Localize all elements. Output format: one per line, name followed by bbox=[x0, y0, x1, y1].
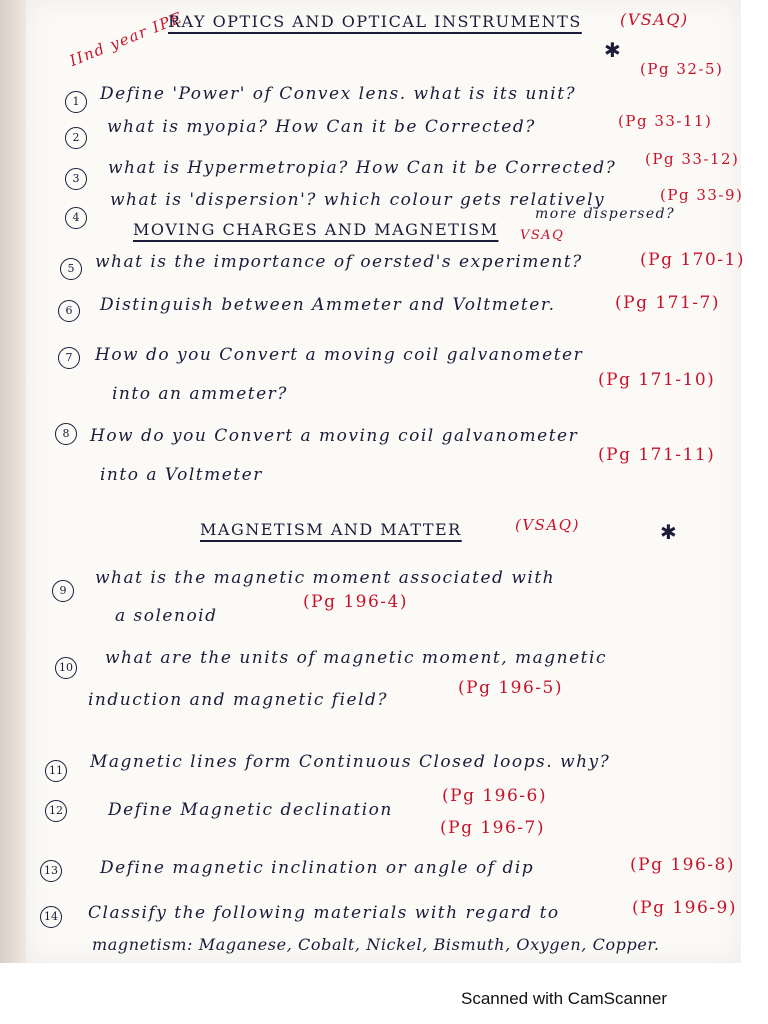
question-number: 14 bbox=[40, 906, 62, 928]
question-text: what is the magnetic moment associated with bbox=[95, 568, 556, 588]
question-text-continued: into an ammeter? bbox=[112, 384, 288, 404]
page-reference: (Pg 33-12) bbox=[645, 150, 740, 168]
section-tag: VSAQ bbox=[520, 228, 565, 243]
page-reference: (Pg 33-11) bbox=[618, 112, 713, 130]
question-text: Define magnetic inclination or angle of dip bbox=[100, 858, 535, 878]
page-reference: (Pg 196-4) bbox=[303, 592, 408, 612]
section-tag: (VSAQ) bbox=[515, 516, 580, 534]
page-reference: (Pg 196-7) bbox=[440, 818, 545, 838]
question-text: what is myopia? How Can it be Corrected? bbox=[107, 117, 536, 137]
question-text: Classify the following materials with regard to bbox=[88, 903, 560, 923]
question-number: 1 bbox=[65, 91, 87, 113]
question-number: 10 bbox=[55, 657, 77, 679]
question-number: 4 bbox=[65, 207, 87, 229]
question-number: 3 bbox=[65, 168, 87, 190]
page-reference: (Pg 171-10) bbox=[598, 370, 716, 390]
question-text-continued: into a Voltmeter bbox=[100, 465, 263, 485]
title-tag: (VSAQ) bbox=[620, 10, 689, 29]
question-text: Distinguish between Ammeter and Voltmeter. bbox=[100, 295, 556, 315]
section-heading: MOVING CHARGES AND MAGNETISM bbox=[133, 220, 499, 239]
question-number: 9 bbox=[52, 580, 74, 602]
page-reference: (Pg 196-5) bbox=[458, 678, 563, 698]
page-reference: (Pg 196-6) bbox=[442, 786, 547, 806]
page-reference: (Pg 196-8) bbox=[630, 855, 735, 875]
question-number: 7 bbox=[58, 347, 80, 369]
question-text-continued: magnetism: Maganese, Cobalt, Nickel, Bismuth, Oxygen, Copper. bbox=[92, 935, 660, 954]
question-text-continued: a solenoid bbox=[115, 606, 218, 626]
question-text: what is Hypermetropia? How Can it be Corrected? bbox=[108, 158, 617, 178]
question-text-continued: more dispersed? bbox=[535, 206, 676, 222]
question-number: 5 bbox=[60, 258, 82, 280]
question-text: what are the units of magnetic moment, magnetic bbox=[105, 648, 607, 668]
star-icon: ✱ bbox=[660, 520, 677, 544]
star-icon: ✱ bbox=[604, 38, 621, 62]
page-reference: (Pg 32-5) bbox=[640, 60, 724, 78]
year-label: IInd year IPE bbox=[67, 8, 186, 70]
question-text: what is 'dispersion'? which colour gets relatively bbox=[110, 190, 606, 210]
question-text: Define Magnetic declination bbox=[108, 800, 393, 820]
page-reference: (Pg 196-9) bbox=[632, 898, 737, 918]
question-text-continued: induction and magnetic field? bbox=[88, 690, 389, 710]
question-text: what is the importance of oersted's experiment? bbox=[95, 252, 583, 272]
question-number: 6 bbox=[58, 300, 80, 322]
question-number: 13 bbox=[40, 860, 62, 882]
page-reference: (Pg 171-11) bbox=[598, 445, 716, 465]
page-title: RAY OPTICS AND OPTICAL INSTRUMENTS bbox=[168, 12, 582, 31]
page-reference: (Pg 33-9) bbox=[660, 186, 744, 204]
question-number: 11 bbox=[45, 760, 67, 782]
scanner-watermark: Scanned with CamScanner bbox=[461, 989, 668, 1008]
question-text: Define 'Power' of Convex lens. what is its unit? bbox=[100, 84, 577, 104]
question-text: Magnetic lines form Continuous Closed loops. why? bbox=[90, 752, 611, 772]
question-number: 2 bbox=[65, 127, 87, 149]
question-text: How do you Convert a moving coil galvanometer bbox=[90, 426, 579, 446]
question-text: How do you Convert a moving coil galvanometer bbox=[95, 345, 584, 365]
question-number: 8 bbox=[55, 423, 77, 445]
page-reference: (Pg 171-7) bbox=[615, 293, 720, 313]
page-reference: (Pg 170-1) bbox=[640, 250, 745, 270]
section-heading: MAGNETISM AND MATTER bbox=[200, 520, 462, 539]
question-number: 12 bbox=[45, 800, 67, 822]
